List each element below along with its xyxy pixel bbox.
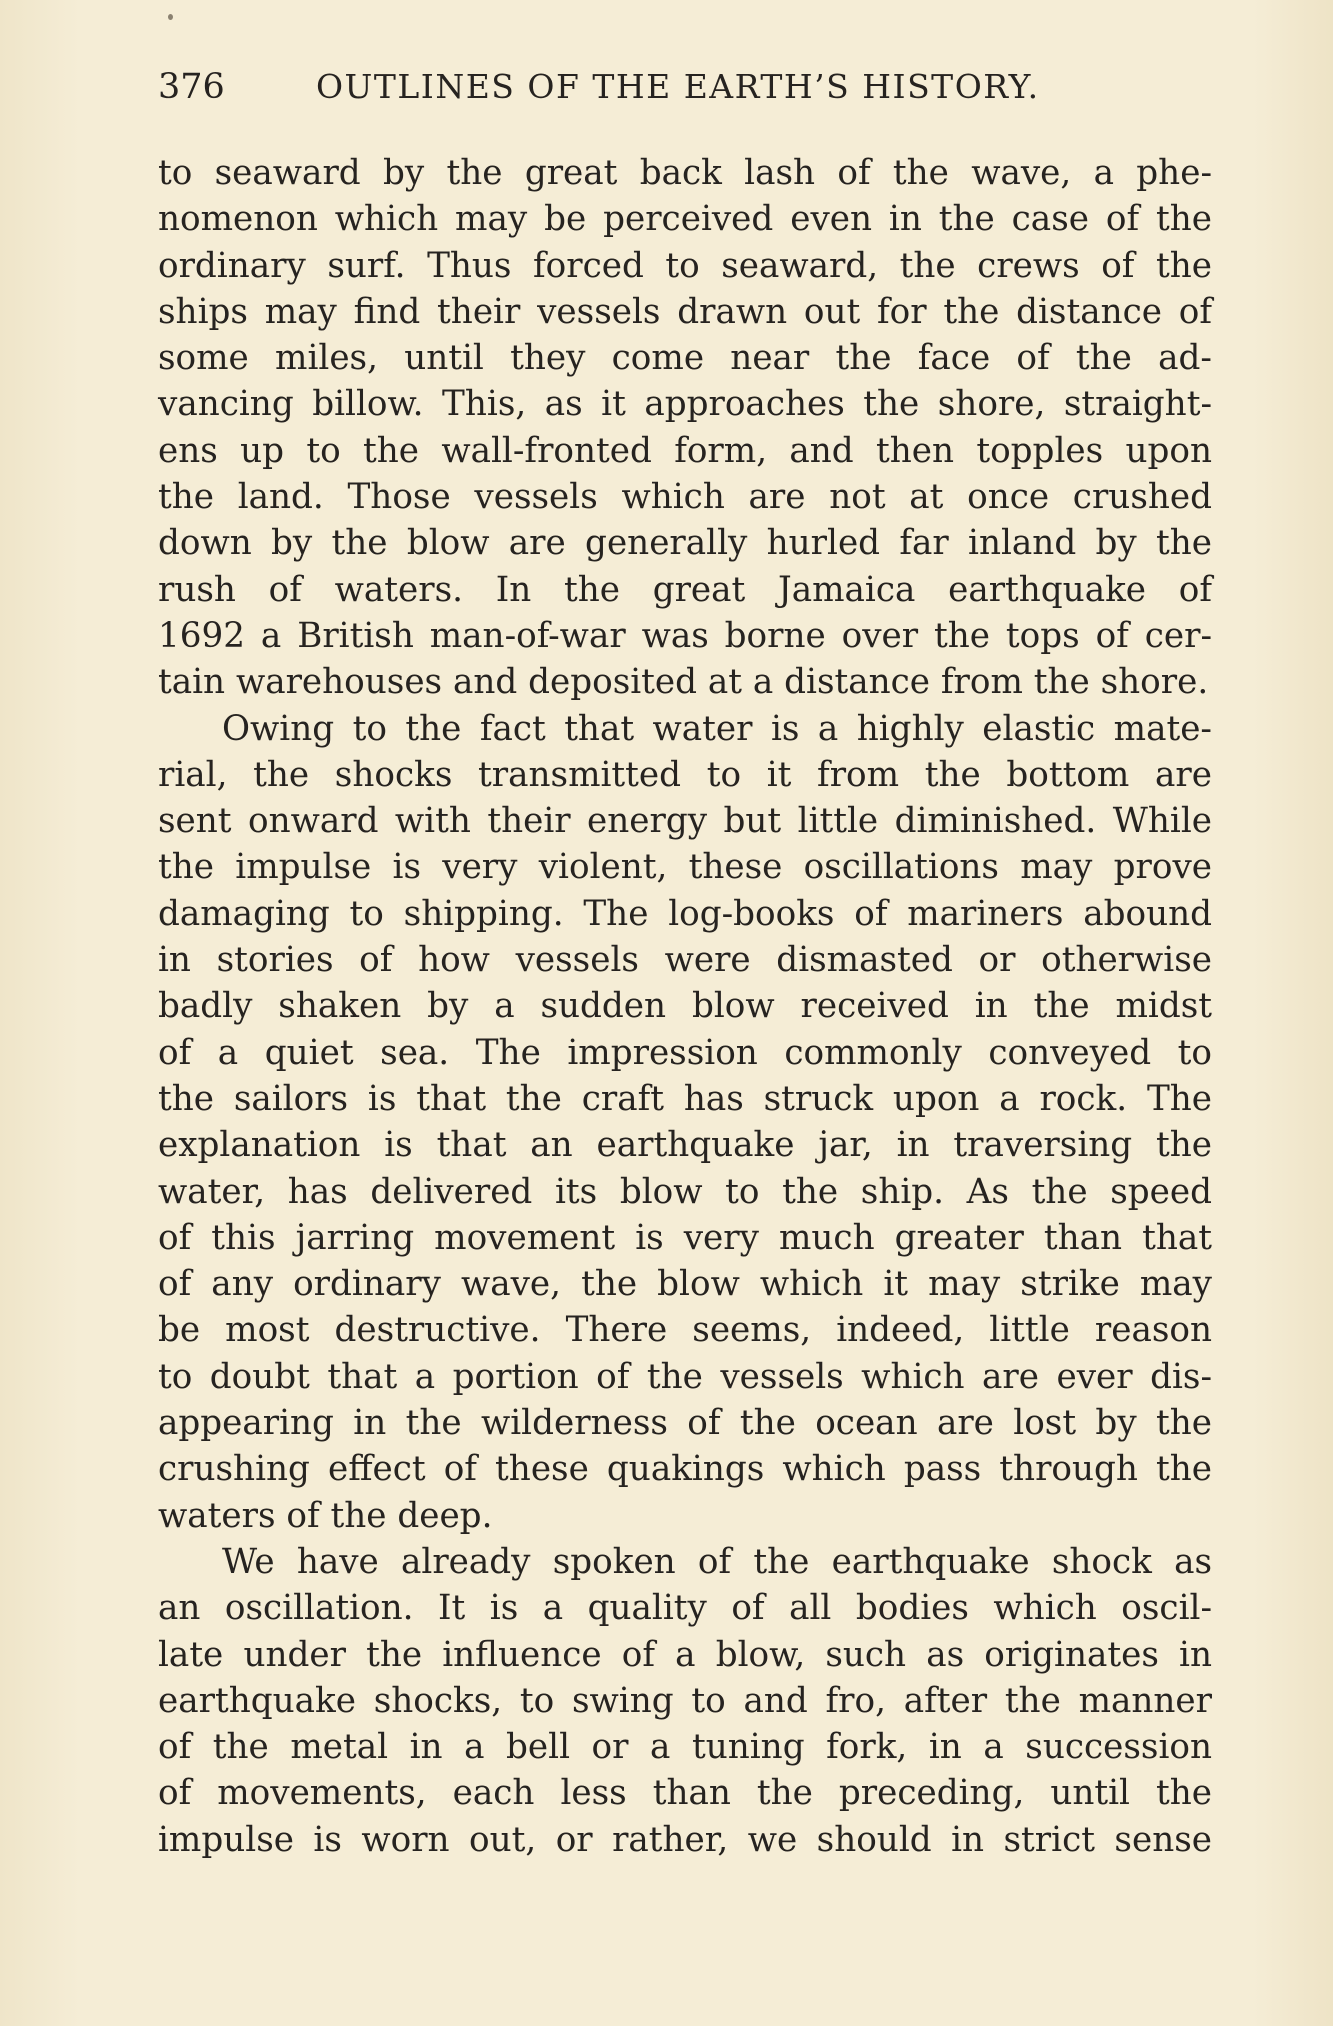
text-line: ens up to the wall-fronted form, and then topples upon: [158, 430, 1212, 471]
text-line: appearing in the wilderness of the ocean are lost by the: [158, 1403, 1212, 1444]
text-line: the land. Those vessels which are not at once crushed: [158, 477, 1212, 518]
text-line: be most destructive. There seems, indeed, little reason: [158, 1310, 1212, 1351]
text-line: the impulse is very violent, these oscillations may prove: [158, 847, 1212, 888]
text-line: of the metal in a bell or a tuning fork, in a succession: [158, 1727, 1212, 1768]
text-line: ordinary surf. Thus forced to seaward, the crews of the: [158, 245, 1212, 286]
text-line: We have already spoken of the earthquake shock as: [222, 1541, 1212, 1582]
text-line: badly shaken by a sudden blow received in the midst: [158, 986, 1212, 1027]
paragraph-2: [158, 706, 1212, 1539]
text-line: some miles, until they come near the face of the ad-: [158, 338, 1212, 379]
text-line: water, has delivered its blow to the ship. As the speed: [158, 1171, 1212, 1212]
text-line: damaging to shipping. The log-books of mariners abound: [158, 893, 1212, 934]
text-line: nomenon which may be perceived even in the case of the: [158, 199, 1212, 240]
text-line: waters of the deep.: [158, 1495, 493, 1536]
text-line: of any ordinary wave, the blow which it may strike may: [158, 1264, 1212, 1305]
text-line: of movements, each less than the preceding, until the: [158, 1773, 1212, 1814]
text-line: tain warehouses and deposited at a distance from the shore.: [158, 662, 1209, 703]
text-line: earthquake shocks, to swing to and fro, after the manner: [158, 1680, 1212, 1721]
ink-speck: [168, 14, 173, 20]
page-number: 376: [158, 67, 225, 107]
text-line: crushing effect of these quakings which pass through the: [158, 1449, 1212, 1490]
text-line: of this jarring movement is very much greater than that: [158, 1217, 1212, 1258]
text-line: an oscillation. It is a quality of all bodies which oscil-: [158, 1588, 1212, 1629]
text-line: rush of waters. In the great Jamaica earthquake of: [158, 569, 1212, 610]
text-line: impulse is worn out, or rather, we should in strict sense: [158, 1819, 1212, 1860]
paragraph-3: [158, 1539, 1212, 1863]
text-line: down by the blow are generally hurled far inland by the: [158, 523, 1212, 564]
running-head: [158, 62, 1218, 112]
text-line: to seaward by the great back lash of the wave, a phe-: [158, 153, 1212, 193]
text-line: sent onward with their energy but little diminished. While: [158, 801, 1212, 842]
paragraph-1: [158, 150, 1212, 706]
text-line: rial, the shocks transmitted to it from the bottom are: [158, 754, 1212, 795]
running-title: OUTLINES OF THE EARTH’S HISTORY.: [316, 67, 1040, 106]
text-line: in stories of how vessels were dismasted or otherwise: [158, 940, 1212, 981]
text-line: explanation is that an earthquake jar, in traversing the: [158, 1125, 1212, 1166]
text-line: Owing to the fact that water is a highly elastic mate-: [222, 708, 1212, 749]
text-line: to doubt that a portion of the vessels which are ever dis-: [158, 1356, 1212, 1397]
text-line: 1692 a British man-of-war was borne over the tops of cer-: [158, 615, 1212, 656]
text-line: vancing billow. This, as it approaches the shore, straight-: [158, 384, 1212, 425]
text-line: the sailors is that the craft has struck upon a rock. The: [158, 1078, 1212, 1119]
body-text: [158, 150, 1212, 1863]
text-line: late under the influence of a blow, such as originates in: [158, 1634, 1212, 1675]
text-line: ships may find their vessels drawn out for the distance of: [158, 291, 1212, 332]
text-line: of a quiet sea. The impression commonly conveyed to: [158, 1032, 1212, 1073]
